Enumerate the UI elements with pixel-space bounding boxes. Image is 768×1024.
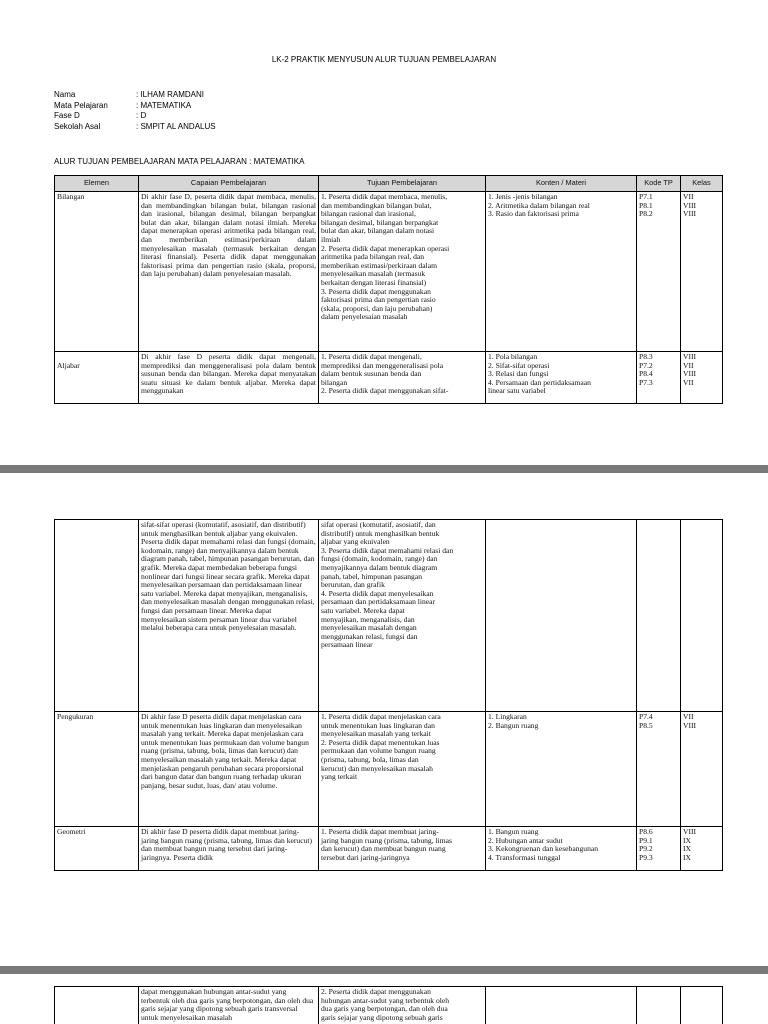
tujuan-cell: 1. Peserta didik dapat menjelaskan cara untuk menentukan luas lingkaran dan menyelesaikan masalah yang terkait 2. Peserta didik dapat menentukan luas permukaan dan volume bangun ruang (prisma, tabung, bola, limas dan kerucut) dan menyelesaikan masalah yang terkait [319,712,486,827]
kelas-cell [681,827,723,871]
konten-item: 3. Relasi dan fungsi [488,369,549,379]
konten-item: 1. Lingkaran [488,712,527,721]
atp-table-continued-2 [54,986,723,1024]
tujuan-cell: 1. Peserta didik dapat mengenali, memprediksi dan menggeneralisasi pola dalam bentuk susunan benda dan bilangan 2. Peserta didik dapat menggunakan sifat- [319,352,486,404]
identity-block [54,90,216,132]
identity-row-sekolah [54,122,216,133]
capaian-cell: Di akhir fase D, peserta didik dapat membaca, menulis, dan membandingkan bilangan bulat, bilangan rasional dan irasional, bilangan desimal, bilangan berpangkat bulat dan akar, bilangan dalam notasi ilmiah. Mereka dapat menerapkan operasi aritmetika pada bilangan real, dan memberikan estimasi/perkiraan dalam menyelesaikan masalah (termasuk berkaitan dengan literasi finansial). Peserta didik dapat menggunakan faktorisasi prima dan pengertian rasio (skala, proporsi, dan laju perubahan) dalam penyelesaian masalah. [139,192,319,352]
kode-cell [637,712,681,827]
kelas-item: VIII [683,209,697,219]
kode-item: P8.4 [639,369,653,379]
table-row-geometri [55,827,723,871]
tujuan-cell: 1. Peserta didik dapat membaca, menulis, dan membandingkan bilangan bulat, bilangan rasional dan irasional, bilangan desimal, bilangan berpangkat bulat dan akar, bilangan dalam notasi ilmiah 2. Peserta didik dapat menerapkan operasi aritmetika pada bilangan real, dan memberikan estimasi/perkiraan dalam menyelesaikan masalah (termasuk berkaitan dengan literasi finansial) 3. Peserta didik dapat menggunakan faktorisasi prima dan pengertian rasio (skala, proporsi, dan laju perubahan) dalam penyelesaian masalah [319,192,486,352]
atp-table [54,175,723,404]
table-row-aljabar-continued [55,520,723,712]
kelas-item: VIII [683,827,697,836]
elemen-cell: Pengukuran [55,712,139,827]
identity-label: Mata Pelajaran [54,100,108,110]
kode-item: P8.6 [639,827,653,836]
konten-item: 3. Rasio dan faktorisasi prima [488,209,579,219]
konten-item: 4. Persamaan dan pertidaksamaan [488,377,591,387]
kelas-cell [681,352,723,404]
kode-item: P9.2 [639,844,653,854]
konten-item: 1. Jenis -jenis bilangan [488,192,558,201]
konten-item: 1. Pola bilangan [488,352,538,361]
capaian-cell: Di akhir fase D peserta didik dapat membuat jaring-jaring bangun ruang (prisma, tabung, limas dan kerucut) dan membuat bangun ruang tersebut dari jaring-jaringnya. Peserta didik [139,827,319,871]
capaian-cell: Di akhir fase D peserta didik dapat mengenali, memprediksi dan menggeneralisasi pola dalam bentuk susunan benda dan bilangan. Mereka dapat menyatakan suatu situasi ke dalam bentuk aljabar. Mereka dapat menggunakan [139,352,319,404]
kelas-item: VII [683,360,694,370]
konten-item: 2. Bangun ruang [488,720,539,730]
konten-item: 2. Hubungan antar sudut [488,835,563,845]
table-row-pengukuran [55,712,723,827]
kode-item: P9.1 [639,835,653,845]
kode-cell [637,192,681,352]
header-konten: Konten / Materi [486,176,637,192]
kode-item: P7.4 [639,712,653,721]
elemen-cell: Geometri [55,827,139,871]
kode-item: P7.3 [639,377,653,387]
kelas-item: VII [683,712,694,721]
table-row-geometri-continued [55,987,723,1024]
kode-item: P8.5 [639,720,653,730]
kode-item: P8.1 [639,200,653,210]
table-header-row [55,176,723,192]
kode-item: P9.3 [639,852,653,862]
kelas-cell [681,520,723,712]
konten-item: 2. Sifat-sifat operasi [488,360,550,370]
identity-row-mapel [54,101,216,112]
identity-label: Nama [54,90,76,99]
kode-cell [637,520,681,712]
identity-label: Fase D [54,111,80,120]
kelas-item: VIII [683,720,697,730]
kelas-item: IX [683,835,692,845]
kode-item: P7.2 [639,360,653,370]
header-capaian: Capaian Pembelajaran [139,176,319,192]
elemen-cell [55,520,139,712]
konten-item: 1. Bangun ruang [488,827,539,836]
kelas-item: VIII [683,352,697,361]
page-1 [0,0,768,465]
konten-cell [486,827,637,871]
kelas-item: IX [683,844,692,854]
table-row-aljabar [55,352,723,404]
header-kode-tp: Kode TP [637,176,681,192]
elemen-cell: Aljabar [55,352,139,404]
capaian-cell: dapat menggunakan hubungan antar-sudut yang terbentuk oleh dua garis yang berpotongan, dan oleh dua garis sejajar yang dipotong sebuah garis transversal untuk menyelesaikan masalah [139,987,319,1024]
konten-item: linear satu variabel [488,386,546,396]
page-2 [0,473,768,966]
table-row-bilangan [55,192,723,352]
page-3 [0,974,768,1024]
kelas-item: VIII [683,369,697,379]
konten-cell [486,352,637,404]
kode-cell [637,827,681,871]
capaian-cell: sifat-sifat operasi (komutatif, asosiatif, dan distributif) untuk menghasilkan bentuk aljabar yang ekuivalen. Peserta didik dapat memahami relasi dan fungsi (domain, kodomain, range) dan menyajikannya dalam bentuk diagram panah, tabel, himpunan pasangan berurutan, dan grafik. Mereka dapat membedakan beberapa fungsi nonlinear dari fungsi linear secara grafik. Mereka dapat menyelesaikan persamaan dan pertidaksamaan linear satu variabel. Mereka dapat menyajikan, menganalisis, dan menyelesaikan masalah dengan menggunakan relasi, fungsi dan persamaan linear. Mereka dapat menyelesaikan sistem persaman linear dua variabel melalui beberapa cara untuk penyelesaian masalah. [139,520,319,712]
kode-cell [637,987,681,1024]
konten-cell [486,987,637,1024]
identity-value: : D [136,111,147,120]
kode-item: P8.2 [639,209,653,219]
header-kelas: Kelas [681,176,723,192]
atp-table-continued [54,519,723,871]
identity-row-nama [54,90,216,101]
kelas-cell [681,712,723,827]
konten-cell [486,520,637,712]
kelas-cell [681,987,723,1024]
kode-item: P8.3 [639,352,653,361]
document-title: LK-2 PRAKTIK MENYUSUN ALUR TUJUAN PEMBELAJARAN [271,55,497,64]
identity-value: : SMPIT AL ANDALUS [136,121,216,131]
header-elemen: Elemen [55,176,139,192]
kode-cell [637,352,681,404]
identity-value: : MATEMATIKA [136,100,192,110]
kelas-cell [681,192,723,352]
elemen-cell: Bilangan [55,192,139,352]
kelas-item: IX [683,852,692,862]
kelas-item: VIII [683,200,697,210]
konten-cell [486,712,637,827]
identity-value: : ILHAM RAMDANI [136,90,205,99]
elemen-cell [55,987,139,1024]
konten-item: 3. Kekongruenan dan kesebangunan [488,844,599,854]
konten-item: 2. Aritmetika dalam bilangan real [488,200,590,210]
identity-row-fase [54,111,216,122]
konten-cell [486,192,637,352]
kelas-item: VII [683,192,694,201]
konten-item: 4. Transformasi tunggal [488,852,561,862]
tujuan-cell: 1. Peserta didik dapat membuat jaring- jaring bangun ruang (prisma, tabung, limas dan kerucut) dan membuat bangun ruang tersebut dari jaring-jaringnya [319,827,486,871]
tujuan-cell: 2. Peserta didik dapat menggunakan hubungan antar-sudut yang terbentuk oleh dua garis yang berpotongan, dan oleh dua garis sejajar yang dipotong sebuah garis [319,987,486,1024]
section-title: ALUR TUJUAN PEMBELAJARAN MATA PELAJARAN : MATEMATIKA [54,157,305,166]
kelas-item: VII [683,377,694,387]
kode-item: P7.1 [639,192,653,201]
identity-label: Sekolah Asal [54,121,101,131]
capaian-cell: Di akhir fase D peserta didik dapat menjelaskan cara untuk menentukan luas lingkaran dan menyelesaikan masalah yang terkait. Mereka dapat menjelaskan cara untuk menentukan luas permukaan dan volume bangun ruang (prisma, tabung, bola, limas dan kerucut) dan menyelesaikan masalah yang terkait. Mereka dapat menjelaskan pengaruh perubahan secara proporsional dari bangun datar dan bangun ruang terhadap ukuran panjang, besar sudut, luas, dan/ atau volume. [139,712,319,827]
tujuan-cell: sifat operasi (komutatif, asosiatif, dan distributif) untuk menghasilkan bentuk aljabar yang ekuivalen 3. Peserta didik dapat memahami relasi dan fungsi (domain, kodomain, range) dan menyajikannya dalam bentuk diagram panah, tabel, himpunan pasangan berurutan, dan grafik 4. Peserta didik dapat menyelesaikan persamaan dan pertidaksamaan linear satu variabel. Mereka dapat menyajikan, menganalisis, dan menyelesaikan masalah dengan menggunakan relasi, fungsi dan persamaan linear [319,520,486,712]
header-tujuan: Tujuan Pembelajaran [319,176,486,192]
